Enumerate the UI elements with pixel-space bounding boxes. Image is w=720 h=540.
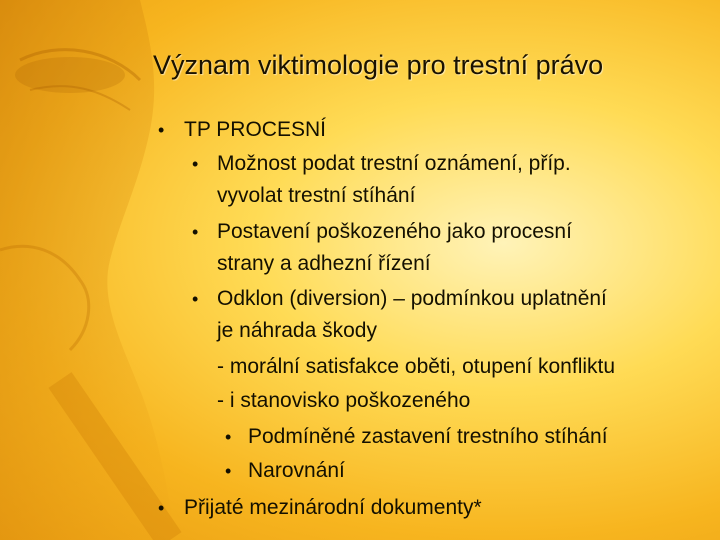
bullet-marker: • [225,461,232,481]
list-item: Odklon (diversion) – podmínkou uplatnění [217,287,607,310]
list-item-note: - i stanovisko poškozeného [217,389,471,412]
slide-title: Význam viktimologie pro trestní právo [153,50,604,80]
list-item: Postavení poškozeného jako procesní [217,220,572,243]
list-item: Podmíněné zastavení trestního stíhání [248,425,608,448]
bullet-marker: • [158,120,165,140]
bullet-marker: • [192,289,199,309]
list-item: Narovnání [248,459,345,482]
bullet-marker: • [225,427,232,447]
list-item-note: - morální satisfakce oběti, otupení konfliktu [217,355,616,378]
list-item: Přijaté mezinárodní dokumenty* [184,496,482,519]
bullet-marker: • [192,222,199,242]
list-item-continuation: vyvolat trestní stíhání [217,184,416,207]
list-item-continuation: strany a adhezní řízení [217,252,431,275]
bullet-marker: • [192,154,199,174]
bullet-marker: • [158,498,165,518]
list-item-continuation: je náhrada škody [217,319,377,342]
list-item: TP PROCESNÍ [184,118,326,141]
list-item: Možnost podat trestní oznámení, příp. [217,152,571,175]
